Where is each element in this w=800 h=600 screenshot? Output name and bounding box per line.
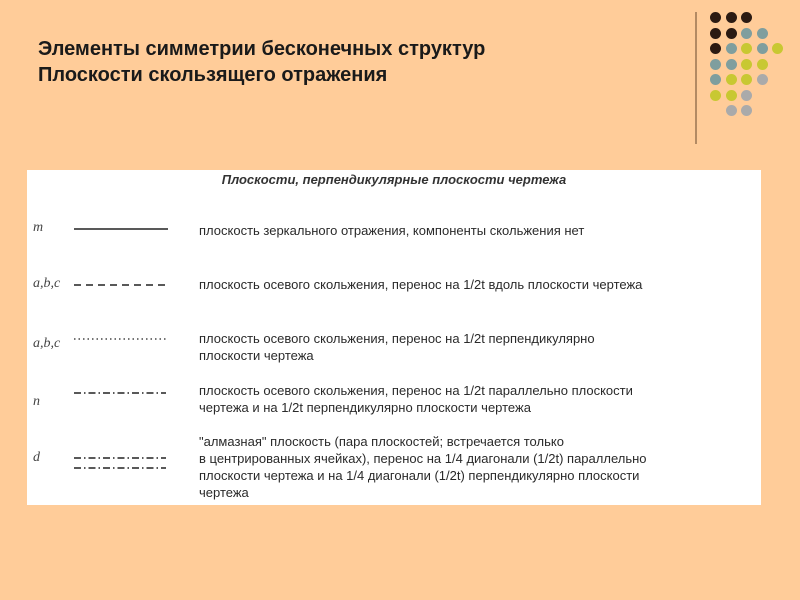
- decorative-dot: [741, 74, 752, 85]
- symbol-label: a,b,c: [33, 336, 61, 351]
- decorative-dot: [757, 43, 768, 54]
- symbol-label: m: [33, 220, 44, 235]
- decorative-dot: [741, 90, 752, 101]
- decorative-dot: [726, 90, 737, 101]
- decorative-dot: [710, 12, 721, 23]
- decorative-dot: [726, 43, 737, 54]
- decorative-dot: [726, 74, 737, 85]
- slide-title-line-1: Элементы симметрии бесконечных структур: [38, 38, 486, 60]
- decorative-dot-grid: [710, 12, 790, 132]
- decorative-dot: [726, 59, 737, 70]
- decorative-dot: [710, 90, 721, 101]
- decorative-dot: [726, 105, 737, 116]
- decorative-dot: [741, 43, 752, 54]
- row-description: плоскость осевого скольжения, перенос на 1/2t перпендикулярно плоскости чертежа: [199, 331, 595, 363]
- decorative-dot: [757, 59, 768, 70]
- symbol-label: n: [33, 394, 40, 409]
- decorative-dot: [757, 28, 768, 39]
- decorative-dot: [726, 12, 737, 23]
- decorative-dot: [726, 28, 737, 39]
- line-style-solid: [72, 224, 172, 234]
- symbol-label: a,b,c: [33, 276, 61, 291]
- row-description: плоскость осевого скольжения, перенос на 1/2t параллельно плоскости чертежа и на 1/2t перпендикулярно плоскости чертежа: [199, 383, 633, 415]
- line-style-dotted: [72, 334, 172, 344]
- decorative-dot: [741, 28, 752, 39]
- row-description: "алмазная" плоскость (пара плоскостей; встречается только в центрированных ячейках), перенос на 1/4 диагонали (1/2t) параллельно плоскости чертежа и на 1/4 диагонали (1/2t) перпендикулярно плоскости чертежа: [199, 434, 647, 500]
- decorative-dot: [741, 12, 752, 23]
- row-description: плоскость зеркального отражения, компоненты скольжения нет: [199, 223, 585, 238]
- decorative-dot: [741, 59, 752, 70]
- symbol-label: d: [33, 450, 40, 465]
- row-description: плоскость осевого скольжения, перенос на 1/2t вдоль плоскости чертежа: [199, 277, 643, 292]
- glide-planes-table: [27, 170, 761, 505]
- table-heading: Плоскости, перпендикулярные плоскости чертежа: [221, 172, 567, 187]
- decorative-dot: [741, 105, 752, 116]
- decorative-dot: [710, 43, 721, 54]
- decorative-dot: [710, 74, 721, 85]
- line-style-dashed: [72, 280, 172, 290]
- decorative-dot: [757, 74, 768, 85]
- line-style-dash-dot: [72, 388, 172, 398]
- slide-title: [38, 36, 678, 88]
- line-style-double-dash-dot: [72, 452, 172, 474]
- slide-title-line-2: Плоскости скользящего отражения: [38, 64, 388, 86]
- decorative-dot: [710, 59, 721, 70]
- decorative-divider: [695, 12, 697, 144]
- decorative-dot: [710, 28, 721, 39]
- decorative-dot: [772, 43, 783, 54]
